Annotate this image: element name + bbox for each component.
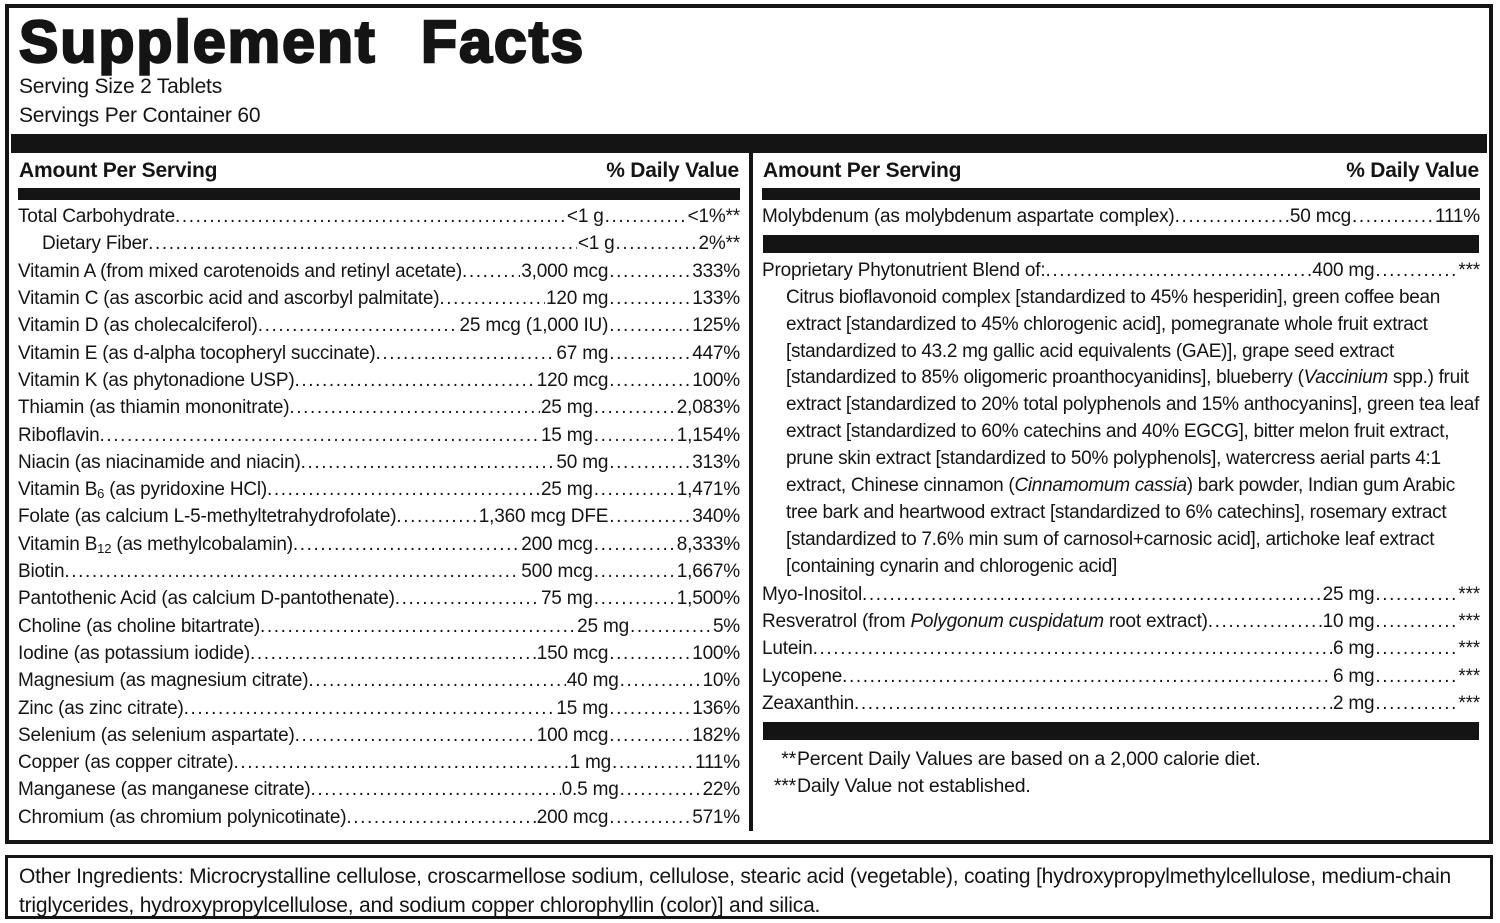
- nutrient-name: Zeaxanthin: [762, 692, 855, 714]
- nutrient-name: Vitamin C (as ascorbic acid and ascorbyl palmitate): [18, 288, 440, 310]
- nutrient-name: Copper (as copper citrate): [18, 752, 234, 774]
- nutrient-amount: 25 mg: [577, 615, 629, 637]
- dot-leader: [234, 749, 569, 776]
- divider-bar-blend-top: [763, 235, 1479, 253]
- nutrient-row: [18, 449, 740, 476]
- nutrient-amount: 1 mg: [569, 752, 612, 774]
- dot-leader: [64, 558, 520, 585]
- dot-leader: [1375, 690, 1457, 717]
- supplement-facts-panel: [5, 4, 1493, 844]
- nutrient-daily-value: 1,154%: [676, 424, 740, 446]
- nutrient-name: Manganese (as manganese citrate): [18, 779, 311, 801]
- dot-leader: [289, 394, 540, 421]
- dot-leader: [609, 340, 691, 367]
- nutrient-row: [18, 367, 740, 394]
- nutrient-daily-value: 100%: [692, 369, 740, 391]
- nutrient-row: [762, 663, 1480, 690]
- dot-leader: [439, 285, 545, 312]
- nutrient-name: Vitamin A (from mixed carotenoids and retinyl acetate): [18, 260, 463, 282]
- dot-leader: [620, 776, 702, 803]
- dot-leader: [594, 394, 676, 421]
- nutrient-daily-value: 2%**: [698, 233, 740, 255]
- nutrient-daily-value: 100%: [692, 642, 740, 664]
- nutrient-row: [18, 312, 740, 339]
- nutrient-amount: 100 mcg: [536, 724, 609, 746]
- nutrient-amount: 400 mg: [1312, 260, 1375, 282]
- nutrient-row: [18, 476, 740, 503]
- nutrient-name: Niacin (as niacinamide and niacin): [18, 451, 301, 473]
- nutrient-amount: 67 mg: [556, 342, 609, 364]
- nutrient-name: Riboflavin: [18, 424, 100, 446]
- amount-per-serving-label: Amount Per Serving: [763, 159, 962, 183]
- nutrient-daily-value: ***: [1458, 638, 1480, 660]
- nutrient-amount: 25 mg: [1322, 583, 1375, 605]
- nutrient-name: Myo-Inositol: [762, 583, 863, 605]
- nutrient-name: Biotin: [18, 561, 65, 583]
- nutrient-amount: 50 mcg: [1289, 206, 1352, 228]
- divider-bar-header-right: [762, 188, 1480, 200]
- nutrient-amount: 25 mg: [540, 479, 593, 501]
- nutrient-name: Vitamin D (as cholecalciferol): [18, 315, 258, 337]
- nutrient-name: Magnesium (as magnesium citrate): [18, 670, 309, 692]
- panel-header: [9, 8, 1489, 130]
- facts-columns: [9, 153, 1489, 831]
- nutrient-daily-value: 111%: [1435, 206, 1480, 228]
- nutrient-amount: 15 mg: [556, 697, 609, 719]
- dot-leader: [396, 503, 477, 530]
- dot-leader: [862, 581, 1322, 608]
- nutrient-row: [18, 585, 740, 612]
- dot-leader: [346, 804, 535, 831]
- dot-leader: [609, 285, 691, 312]
- nutrient-daily-value: 447%: [692, 342, 740, 364]
- nutrient-name: Iodine (as potassium iodide): [18, 642, 251, 664]
- nutrient-row: [18, 258, 740, 285]
- left-rows: [18, 203, 740, 831]
- nutrient-name: Resveratrol (from Polygonum cuspidatum root extract): [762, 611, 1208, 633]
- nutrient-daily-value: 111%: [695, 752, 740, 774]
- dot-leader: [594, 585, 676, 612]
- nutrient-amount: 40 mg: [566, 670, 619, 692]
- divider-bar-footnotes: [763, 722, 1479, 740]
- nutrient-row: [18, 613, 740, 640]
- dot-leader: [258, 312, 459, 339]
- nutrient-amount: 6 mg: [1332, 665, 1375, 687]
- nutrient-daily-value: 571%: [692, 806, 740, 828]
- dot-leader: [311, 776, 561, 803]
- daily-value-label: % Daily Value: [606, 159, 739, 183]
- nutrient-name: Total Carbohydrate: [18, 206, 175, 228]
- nutrient-daily-value: ***: [1458, 611, 1480, 633]
- nutrient-daily-value: ***: [1458, 260, 1480, 282]
- dot-leader: [1352, 203, 1434, 230]
- nutrient-row: [18, 531, 740, 558]
- nutrient-amount: <1 g: [566, 206, 604, 228]
- nutrient-amount: 200 mcg: [536, 806, 609, 828]
- dot-leader: [609, 367, 691, 394]
- dot-leader: [395, 585, 540, 612]
- right-column-header: [762, 153, 1480, 188]
- left-column: [9, 153, 749, 831]
- dot-leader: [376, 340, 556, 367]
- serving-size: Serving Size 2 Tablets: [19, 75, 222, 99]
- nutrient-name: Zinc (as zinc citrate): [18, 697, 184, 719]
- footnote-asterisks: **: [781, 748, 796, 771]
- nutrient-amount: 15 mg: [540, 424, 593, 446]
- dot-leader: [609, 312, 691, 339]
- nutrient-name: Vitamin $B_{12}$ (as methylcobalamin): [18, 533, 293, 556]
- nutrient-row: [762, 257, 1480, 284]
- nutrient-row: [18, 394, 740, 421]
- nutrient-name: Thiamin (as thiamin mononitrate): [18, 397, 290, 419]
- nutrient-daily-value: ***: [1458, 665, 1480, 687]
- nutrient-daily-value: 125%: [692, 315, 740, 337]
- nutrient-amount: 3,000 mcg: [521, 260, 609, 282]
- dot-leader: [1375, 257, 1457, 284]
- nutrient-row: [18, 776, 740, 803]
- nutrient-amount: 1,360 mcg DFE: [478, 506, 609, 528]
- nutrient-name: Choline (as choline bitartrate): [18, 615, 260, 637]
- nutrient-row: [762, 608, 1480, 635]
- nutrient-name: Proprietary Phytonutrient Blend of:: [762, 260, 1046, 282]
- page-title: Supplement Facts: [19, 9, 586, 75]
- other-ingredients-text: Other Ingredients: Microcrystalline cellulose, croscarmellose sodium, cellulose, stearic acid (vegetable), coating [hydroxypropylmethylcellulose, medium-chain triglycerides, hydroxypropylcellulose, and sodium copper chlorophyllin (color)] and silica.: [19, 865, 1452, 917]
- dot-leader: [1175, 203, 1289, 230]
- footnote-text: Daily Value not established.: [797, 775, 1031, 798]
- nutrient-row: [762, 635, 1480, 662]
- nutrient-row: [18, 230, 740, 257]
- dot-leader: [1375, 635, 1457, 662]
- dot-leader: [609, 449, 691, 476]
- dot-leader: [175, 203, 566, 230]
- nutrient-daily-value: 133%: [692, 288, 740, 310]
- divider-bar-header-left: [18, 188, 740, 200]
- dot-leader: [260, 613, 576, 640]
- amount-per-serving-label: Amount Per Serving: [19, 159, 218, 183]
- dot-leader: [295, 722, 536, 749]
- dot-leader: [293, 531, 520, 558]
- nutrient-row: [18, 667, 740, 694]
- dot-leader: [267, 476, 540, 503]
- nutrient-row: [18, 558, 740, 585]
- nutrient-name: Pantothenic Acid (as calcium D-pantothenate): [18, 588, 395, 610]
- right-top-rows: [762, 203, 1480, 230]
- nutrient-amount: 500 mcg: [521, 561, 593, 583]
- nutrient-daily-value: 182%: [692, 724, 740, 746]
- dot-leader: [308, 667, 565, 694]
- right-bottom-rows: [762, 581, 1480, 717]
- dot-leader: [620, 667, 702, 694]
- dot-leader: [616, 230, 698, 257]
- footnote-line: [762, 773, 1480, 800]
- nutrient-row: [18, 503, 740, 530]
- nutrient-daily-value: 1,471%: [676, 479, 740, 501]
- blend-row-container: [762, 257, 1480, 284]
- nutrient-row: [18, 804, 740, 831]
- right-column: [749, 153, 1489, 831]
- divider-bar-top: [11, 134, 1487, 153]
- nutrient-amount: 120 mg: [546, 288, 609, 310]
- nutrient-row: [18, 640, 740, 667]
- nutrient-amount: 75 mg: [540, 588, 593, 610]
- dot-leader: [250, 640, 536, 667]
- dot-leader: [609, 503, 691, 530]
- dot-leader: [594, 476, 676, 503]
- nutrient-row: [18, 749, 740, 776]
- nutrient-amount: 25 mg: [540, 397, 593, 419]
- nutrient-amount: <1 g: [577, 233, 615, 255]
- nutrient-row: [18, 285, 740, 312]
- footnote-text: Percent Daily Values are based on a 2,000 calorie diet.: [797, 748, 1261, 771]
- dot-leader: [609, 695, 691, 722]
- footnote-line: [762, 746, 1480, 773]
- nutrient-amount: 0.5 mg: [561, 779, 619, 801]
- blend-description: Citrus bioflavonoid complex [standardized to 45% hesperidin], green coffee bean extract [standardized to 45% chlorogenic acid], pomegranate whole fruit extract [standardized to 43.2 mg gallic acid equivalents (GAE)], grape seed extract [standardized to 85% oligomeric proanthocyanidins], blueberry (Vaccinium spp.) fruit extract [standardized to 20% total polyphenols and 15% anthocyanins], green tea leaf extract [standardized to 60% catechins and 40% EGCG], bitter melon fruit extract, prune skin extract [standardized to 50% polyphenols], watercress aerial parts 4:1 extract, Chinese cinnamon (Cinnamomum cassia) bark powder, Indian gum Arabic tree bark and heartwood extract [standardized to 6% catechins], rosemary extract [standardized to 7.6% min sum of carnosol+carnosic acid], artichoke leaf extract [containing cynarin and chlorogenic acid]: [786, 286, 1480, 577]
- nutrient-daily-value: ***: [1458, 692, 1480, 714]
- nutrient-amount: 50 mg: [556, 451, 609, 473]
- nutrient-daily-value: 2,083%: [676, 397, 740, 419]
- footnote-asterisks: ***: [773, 775, 796, 798]
- nutrient-daily-value: 10%: [702, 670, 740, 692]
- nutrient-row: [18, 422, 740, 449]
- nutrient-row: [18, 340, 740, 367]
- dot-leader: [1208, 608, 1322, 635]
- dot-leader: [594, 531, 676, 558]
- nutrient-daily-value: 22%: [702, 779, 740, 801]
- dot-leader: [1375, 581, 1457, 608]
- nutrient-name: Selenium (as selenium aspartate): [18, 724, 295, 746]
- nutrient-daily-value: 333%: [692, 260, 740, 282]
- dot-leader: [594, 558, 676, 585]
- dot-leader: [1375, 608, 1457, 635]
- nutrient-daily-value: 8,333%: [676, 533, 740, 555]
- nutrient-name: Molybdenum (as molybdenum aspartate complex): [762, 206, 1175, 228]
- dot-leader: [609, 258, 691, 285]
- nutrient-daily-value: 1,500%: [676, 588, 740, 610]
- nutrient-daily-value: 1,667%: [676, 561, 740, 583]
- nutrient-daily-value: ***: [1458, 583, 1480, 605]
- dot-leader: [854, 690, 1332, 717]
- dot-leader: [813, 635, 1332, 662]
- nutrient-row: [762, 203, 1480, 230]
- dot-leader: [605, 203, 687, 230]
- dot-leader: [609, 804, 691, 831]
- nutrient-amount: 25 mcg (1,000 IU): [459, 315, 609, 337]
- nutrient-name: Lycopene: [762, 665, 843, 687]
- nutrient-row: [18, 203, 740, 230]
- nutrient-name: Vitamin $B_6$ (as pyridoxine HCl): [18, 479, 268, 502]
- dot-leader: [301, 449, 556, 476]
- nutrient-name: Folate (as calcium L-5-methyltetrahydrofolate): [18, 506, 397, 528]
- nutrient-amount: 150 mcg: [536, 642, 609, 664]
- nutrient-amount: 200 mcg: [521, 533, 593, 555]
- dot-leader: [594, 422, 676, 449]
- dot-leader: [630, 613, 712, 640]
- servings-per-container: Servings Per Container 60: [19, 104, 261, 128]
- nutrient-daily-value: 340%: [692, 506, 740, 528]
- daily-value-label: % Daily Value: [1346, 159, 1479, 183]
- dot-leader: [1045, 257, 1311, 284]
- dot-leader: [184, 695, 556, 722]
- dot-leader: [609, 640, 691, 667]
- nutrient-name: Dietary Fiber: [42, 233, 149, 255]
- dot-leader: [1375, 663, 1457, 690]
- dot-leader: [99, 422, 540, 449]
- footnotes: [762, 746, 1480, 800]
- left-column-header: [18, 153, 740, 188]
- nutrient-daily-value: 5%: [712, 615, 740, 637]
- dot-leader: [609, 722, 691, 749]
- nutrient-daily-value: 313%: [692, 451, 740, 473]
- nutrient-name: Vitamin K (as phytonadione USP): [18, 369, 295, 391]
- nutrient-name: Vitamin E (as d-alpha tocopheryl succinate): [18, 342, 376, 364]
- nutrient-amount: 6 mg: [1332, 638, 1375, 660]
- dot-leader: [842, 663, 1332, 690]
- dot-leader: [612, 749, 694, 776]
- nutrient-row: [18, 722, 740, 749]
- nutrient-row: [762, 581, 1480, 608]
- other-ingredients-box: [5, 855, 1493, 919]
- nutrient-row: [762, 690, 1480, 717]
- nutrient-amount: 120 mcg: [536, 369, 609, 391]
- dot-leader: [148, 230, 577, 257]
- nutrient-daily-value: <1%**: [687, 206, 740, 228]
- nutrient-amount: 10 mg: [1322, 611, 1375, 633]
- nutrient-name: Chromium (as chromium polynicotinate): [18, 806, 347, 828]
- dot-leader: [295, 367, 536, 394]
- dot-leader: [462, 258, 520, 285]
- nutrient-amount: 2 mg: [1332, 692, 1375, 714]
- nutrient-daily-value: 136%: [692, 697, 740, 719]
- nutrient-name: Lutein: [762, 638, 813, 660]
- nutrient-row: [18, 695, 740, 722]
